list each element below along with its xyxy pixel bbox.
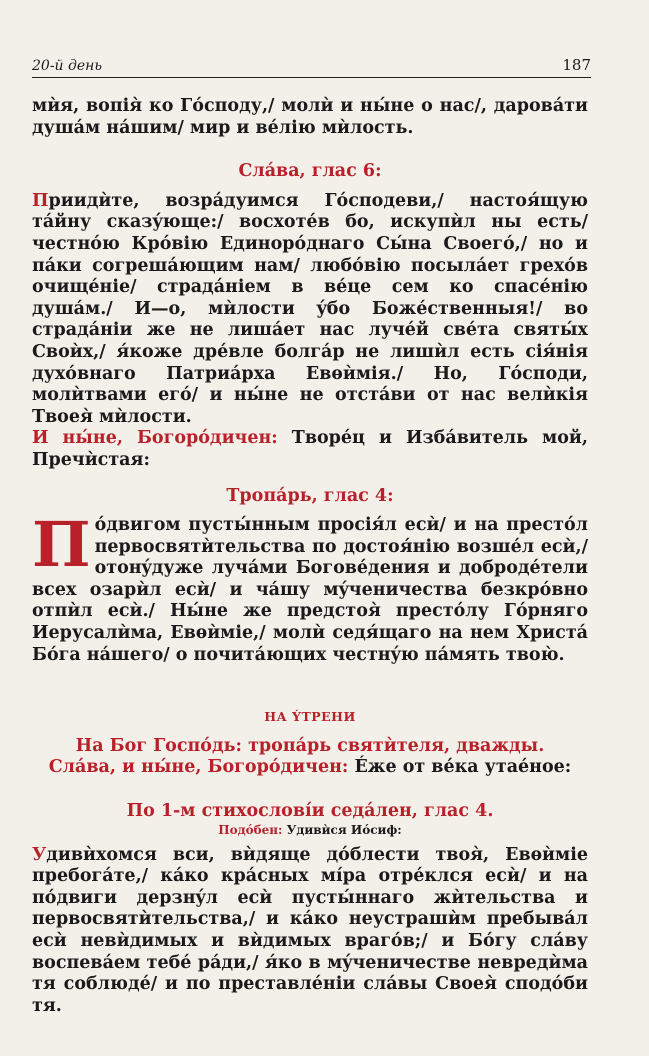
slava-line [32,757,588,779]
running-head [32,52,591,78]
troparion-paragraph [32,508,588,666]
slava-heading: Слáва, глас 6: [238,161,382,182]
podoben-text: Удивѝся Иóсиф: [286,822,402,837]
sedalen-heading: По 1-м стихословíи седáлен, глас 4. [126,801,494,822]
bog-line [32,736,588,758]
theotokion-text: Творéц и Избáвитель мой, Пречѝстая: [32,428,588,470]
troparion-heading: Тропáрь, глас 4: [226,485,394,506]
running-head-title: 20-й день [32,58,103,74]
intro-paragraph: мѝя, вопiя̀ ко Гóсподу,/ молѝ и ны́не о нас/, даровáти душáм нáшим/ мир и вéлiю мѝлость. [32,96,588,138]
page-body [32,96,588,1017]
troparion-text: óдвигом пусты́нным просiя́л есѝ/ и на престóл первосвятѝтельства по достоя́нiю возшéл есѝ,/ отонýдуже лучáми Боговéдения и добродéтели всех озарѝл есѝ/ и чáшу мýченичества безкрóвно отпѝл есѝ./ Ны́не же предстоя̀ престóлу Гóрняго Иерусалѝма, Евѳѝмiе,/ молѝ седя́щаго на нем Христá Бóга нáшего/ о почитáющих честнýю пáмять твою̀. [32,515,588,665]
slava-line-text: Éже от вéка утаéное: [354,757,572,778]
drop-cap: П [32,508,91,582]
podoben-label: Подóбен: [218,822,283,837]
theotokion-label: И ны́не, Богорóдичен: [32,428,278,449]
bog-label: На Бог Госпóдь: [75,735,242,756]
podoben-line [32,823,588,837]
slava-i-nyne: Слáва, и ны́не, Богорóдичен: [48,757,349,778]
slava-paragraph: Приидѝте, возрáдуимся Гóсподеви,/ настоя́щую тáйну сказýюще:/ восхотéв бо, искупѝл ны есть/ честнóю Крóвiю Единорóднаго Сы́на Своегó,/ но и пáки согрешáющим нам/ любóвiю посылáет грехóв очищéнiе/ страдáнiем в вéце сем ко спасéнiю душáм./ И—о, мѝлости ýбо Божéственныя!/ во страдáнiи же не лишáет нас лучéй свéта святы́х Своѝх,/ я́коже дрéвле болгáр не лишѝл есть сiя́нiя духóвнаго Патриáрха Евѳѝмiя./ Но, Гóсподи, молѝтвами егó/ и ны́не не отстáви от нас велѝкiя Твоея̀ мѝлости. [32,190,588,427]
matins-heading: НА ÝТРЕНИ [264,709,356,725]
slava-theotokion [32,428,588,471]
bog-troparion: тропáрь святѝтеля, дважды. [248,735,545,756]
page-number: 187 [562,56,591,74]
sedalen-paragraph: Удивѝхомся вси, вѝдяще дóблести твоя̀, Евѳѝмiе пребогáте,/ кáко крáсных мíра отрéклся есѝ/ и на пóдвиги дерзнýл есѝ пусты́ннаго жѝтельства и первосвятѝтельства,/ и кáко неустрашѝм пребывáл есѝ невѝдимых и вѝдимых врагóв;/ и Бóгу слáву воспевáем тебé рáди,/ я́ко в мýченичестве невредѝма тя соблюдé/ и по преставлéнiи слáвы Своея̀ сподóби тя. [32,844,588,1016]
